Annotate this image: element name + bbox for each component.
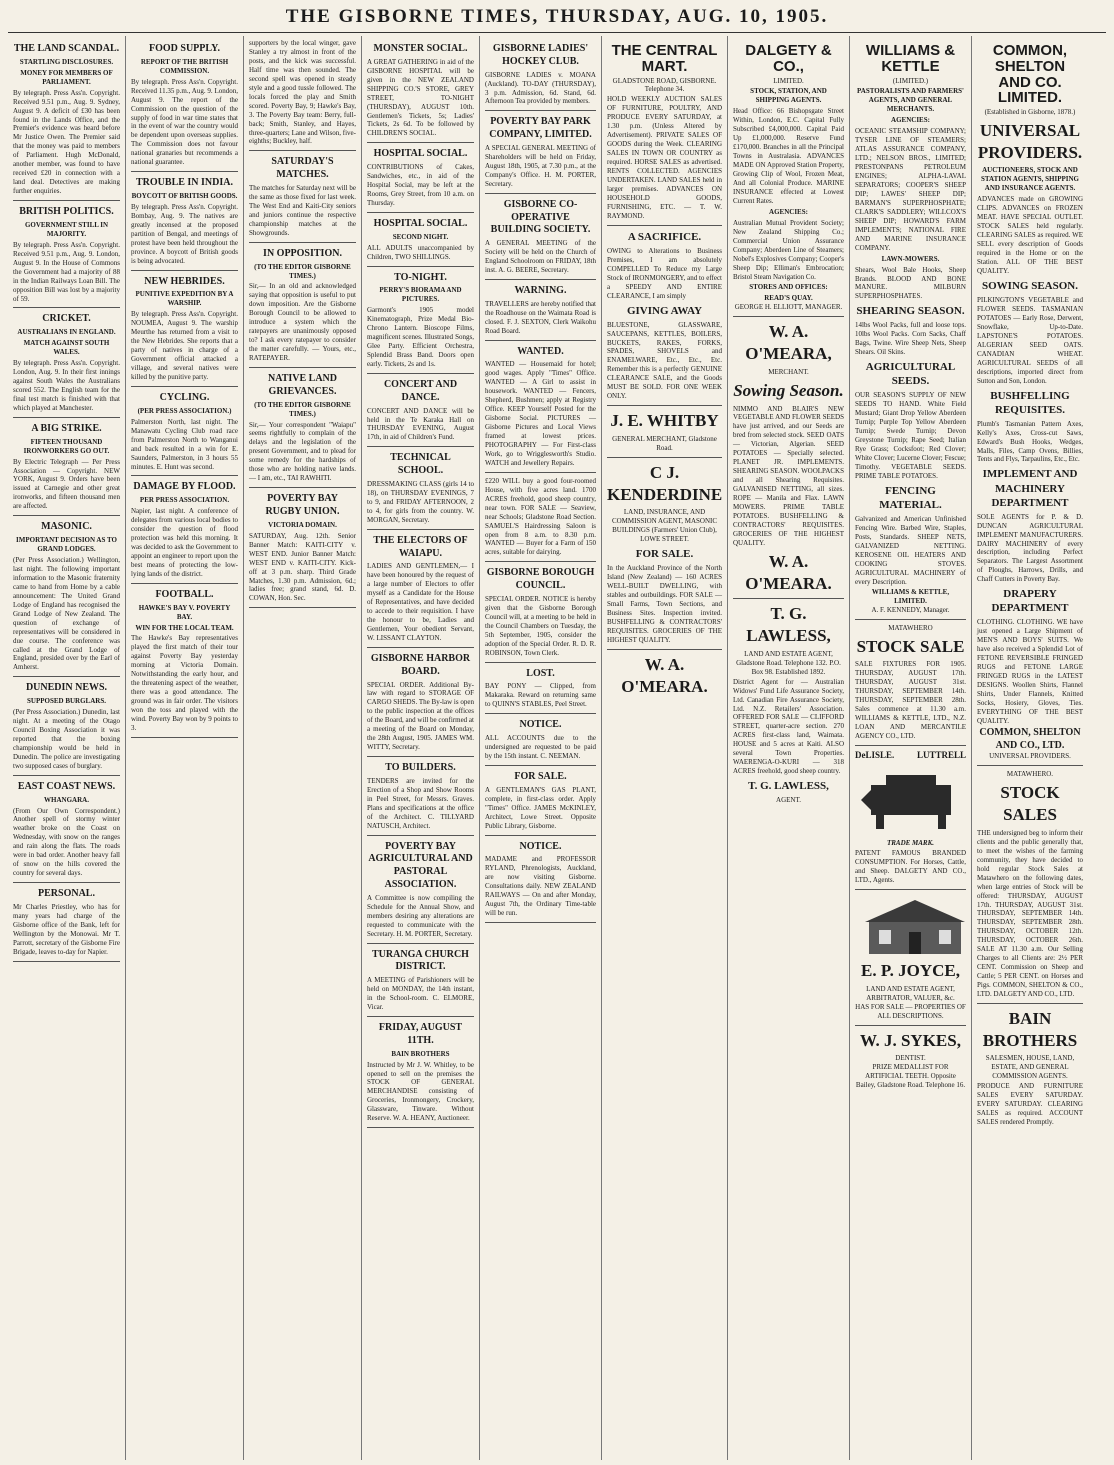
for-sale-body: In the Auckland Province of the North Island (New Zealand) — 160 ACRES WELL-BUILT DWELLING, with stables and outbuildings. FOR SALE — Small Farms, Town Sections, and Business Sites. Inspection invited. BUSHFELLING & CONTRACTORS' REQUISITES. GROCERIES OF THE HIGHEST QUALITY. [607,564,722,644]
stock-sale-heading: STOCK SALE [856,636,965,656]
article-subheading: PERRY'S BIORAMA AND PICTURES. [379,286,462,304]
article-subheading: PER PRESS ASSOCIATION. [139,496,230,505]
article-heading: CRICKET. [42,313,91,325]
article-body: Sir,— In an old and acknowledged saying that opposition is useful to put down imposition. Are the Gisborne Borough Council to be allowed to introduce a system which the ratepayers are unanimously opposed to? I ask every ratepayer to consider the matter carefully. — Yours, etc., RATEPAYER. [249,282,356,363]
divider [485,561,596,562]
article-body: CONTRIBUTIONS of Cakes, Sandwiches, etc., in aid of the Hospital Social, may be left at the Rooms, Grey Street, from 10 a.m. on Thursday. [367,163,474,207]
article-heading: GISBORNE HARBOR BOARD. [370,652,471,677]
article-heading: FRIDAY, AUGUST 11TH. [378,1022,463,1046]
column-7 [728,36,850,1460]
article-subheading: AUSTRALIANS IN ENGLAND. [17,328,116,337]
omeara-merchant-sub: MERCHANT. [768,367,809,376]
article-heading: MASONIC. [41,521,92,533]
article-body: A MEETING of Parishioners will be held on MONDAY, the 14th instant, in the School-room. C. ELMORE, Vicar. [367,976,474,1012]
bushfelling-heading: BUSHFELLING REQUISITES. [990,389,1070,416]
article-heading: GISBORNE CO-OPERATIVE BUILDING SOCIETY. [490,198,591,236]
delisle-label: DeLISLE. [855,749,895,760]
divider [249,242,356,243]
article-subheading: PUNITIVE EXPEDITION BY A WARSHIP. [135,290,234,308]
bushfelling-body: Plumb's Tasmanian Pattern Axes, Kelly's Axes, Cross-cut Saws, Edward's Bush Hooks, Wedges, Malls, Files, Camp Ovens, Billies, Tents and Flys, Tarpaulins, Etc., Etc. [977,419,1083,464]
article-body: By telegraph. Press Ass'n. Copyright. Received 11.35 p.m., Aug. 9. London, August 9. The report of the Commission on the question of the supply of food in war time states that in the event of war the country would be dependent upon overseas supplies. The Commission does not favour national granaries but recommends a national guarantee. [131,77,238,167]
divider [249,150,356,151]
article-heading: PERSONAL. [38,888,95,900]
divider [367,943,474,944]
trade-mark-label: TRADE MARK. [886,839,935,848]
divider [977,765,1083,766]
divider [485,713,596,714]
divider [733,316,844,317]
omeara-name: W. A. O'MEARA. [621,654,708,696]
giving-away-heading: GIVING AWAY [626,304,703,317]
lawless-agent: AGENT. [776,796,801,805]
sykes-sub: DENTIST. [895,1054,926,1063]
lawn-mowers-body: Shears, Wool Bale Hooks, Sheep Brands. BLOOD AND BONE MANURE. MILBURN SUPERPHOSPHATES. [855,265,966,301]
sykes-body: PRIZE MEDALLIST FOR ARTIFICIAL TEETH. Opposite Bailey, Gladstone Road. Telephone 16. [855,1063,966,1090]
divider [367,266,474,267]
bain-brothers-body: PRODUCE AND FURNITURE SALES EVERY SATURDAY. EVERY SATURDAY. CLEARING SALES as required. ACCOUNT SALES rendered Promptly. [977,1082,1083,1127]
article-body: A GENTLEMAN'S GAS PLANT, complete, in first-class order. Apply "Times" Office. JAMES McKINLEY, Architect, Lowe Street. Opposite Public Library, Gisborne. [485,785,596,830]
article-subheading: SUPPOSED BURGLARS. [27,697,106,706]
dalgety-agencies: Australian Mutual Provident Society; New Zealand Shipping Co.; Commercial Union Assurance Company; Aberdeen Line of Steamers; Nobel's Explosives Company; Cooper's Sheep Dip; Elliman's Embrocation; Bristol Steam Navigation Co. [733,218,844,281]
trade-mark-illustration [856,765,966,835]
article-body: Instructed by Mr J. W. Whitley, to be opened to sell on the premises the STOCK OF GENERAL MERCHANDISE consisting of Groceries, Ironmongery, Crockery, Glassware, Tinware. Without Reserve. W. A. HEANY, Auctioneer. [367,1060,474,1123]
article-heading: THE LAND SCANDAL. [13,43,120,54]
for-sale-heading: FOR SALE. [635,548,694,561]
article-subheading: MATCH AGAINST SOUTH WALES. [23,339,110,357]
common-shelton-title: COMMON, SHELTON AND CO. LIMITED. [992,42,1068,107]
divider [13,775,120,776]
article-body: Palmerston North, last night. The Manawatu Cycling Club road race from Palmerston North to Wanganui and back resulted in a win for E. Saunders, Palmerston, in 3 hours 55 minutes. E. Hunt was second. [131,417,238,471]
williams-kettle-manager: A. F. KENNEDY, Manager. [871,605,950,614]
article-body: TENDERS are invited for the Erection of a Shop and Show Rooms in Peel Street, for Messrs. Graves. Plans and specifications at the office of the Architect. C. TILLYARD NATUSCH, Architect. [367,776,474,830]
williams-kettle-limited: (LIMITED.) [892,76,929,85]
common-shelton-body: ADVANCES made on GROWING CLIPS. ADVANCES on FROZEN MEAT. HAVE SPECIAL OUTLET. STOCK SALES held regularly. CLEARING SALES as required. WE SELL every description of Goods required in the Home or on the Station. ALL OF THE BEST QUALITY. [977,195,1083,275]
kenderdine-name: C J. KENDERDINE [607,462,723,504]
drapery-heading: DRAPERY DEPARTMENT [991,588,1069,615]
article-heading: HOSPITAL SOCIAL. [373,217,468,229]
article-heading: TROUBLE IN INDIA. [136,177,233,189]
column-1 [8,36,126,1460]
article-subheading: (TO THE EDITOR GISBORNE TIMES.) [254,400,351,418]
article-body: LADIES AND GENTLEMEN,— I have been honoured by the request of a large number of Electors to offer myself as a Candidate for the House of Representatives, and have decided to accede to their requisition. I have the honour to be, Ladies and Gentlemen, Your obedient Servant, W. LISSANT CLAYTON. [367,562,474,642]
williams-kettle-firm: WILLIAMS & KETTLE, LIMITED. [871,587,950,605]
divider [367,1016,474,1017]
article-subheading: FIFTEEN THOUSAND IRONWORKERS GO OUT. [23,437,110,455]
divider [367,835,474,836]
article-heading: CYCLING. [159,391,210,403]
divider [485,835,596,836]
article-body: DRESSMAKING CLASS (girls 14 to 18), on THURSDAY EVENINGS, 7 to 9, and FRIDAY AFTERNOON, 2 to 4, for girls from the country. W. MORGAN, Secretary. [367,479,474,524]
sacrifice-body: OWING to Alterations to Business Premises, I am absolutely COMPELLED To Reduce my Large Stock of IRONMONGERY, and to effect a SPEEDY AND ENTIRE CLEARANCE, I am simply [607,246,722,300]
divider [607,457,722,458]
dalgety-manager: GEORGE H. ELLIOTT, MANAGER. [734,303,843,312]
article-body: By telegraph. Press Ass'n. Copyright. Bombay, Aug. 9. The natives are greatly incensed at the proposed partition of Bengal, and meetings of protest have been held throughout the province. A boycott of British goods is being advocated. [131,202,238,265]
article-heading: LOST. [526,667,555,679]
lawn-mowers-heading: LAWN-MOWERS. [881,254,940,263]
divider [367,647,474,648]
divider [485,922,596,923]
article-body: (Per Press Association.) Dunedin, last night. At a meeting of the Otago Council Boxing Association it was reported that the boxing championship would be held in Dunedin. The police are investigating two supposed cases of burglary. [13,708,120,770]
lawless-sub: LAND AND ESTATE AGENT, Gladstone Road. Telephone 132. P.O. Box 98. Established 1892. [736,649,841,676]
article-heading: POVERTY BAY AGRICULTURAL AND PASTORAL ASSOCIATION. [368,840,473,891]
article-body: SPECIAL ORDER. Additional By-law with regard to STORAGE OF CARGO SHEDS. The By-law is open to the public inspection at the offices of the Board, and will be confirmed at a meeting of the Board on Monday, the 28th August, 1905. JAMES WM. WITTY, Secretary. [367,680,474,752]
article-heading: GISBORNE BOROUGH COUNCIL. [486,567,595,592]
divider [607,405,722,406]
shearing-season-body: 14lbs Wool Packs, full and loose tops. 10lbs Wool Packs. Corn Sacks, Chaff Bags, Twine. Wire Sheep Nets, Sheep Shears. Oil Skins. [855,321,966,357]
divider [131,386,238,387]
dalgety-body: Head Office: 66 Bishopsgate Street Within, London, E.C. Capital Fully Subscribed £4,000,000. Capital Paid Up £1,000,000. Reserve Fund £170,000. Branches in all the Principal Towns in Australasia. ADVANCES MADE ON Approved Station Property, Growing Clip of Wool, Frozen Meat, And all Colonial Produce. MARINE INSURANCE effected at Lowest Current Rates. [733,107,844,205]
article-subheading: BAIN BROTHERS [391,1049,450,1058]
article-body: SPECIAL ORDER. NOTICE is hereby given that the Gisborne Borough Council will, at a meeting to be held in the Council Chambers on Tuesday, the 5th September, 1905, consider the adoption of the Special Order. R. D. R. ROBINSON, Town Clerk. [485,594,596,657]
article-heading: DAMAGE BY FLOOD. [133,481,236,493]
article-body: Garmont's 1905 model Kinematograph, Prize Medal Bio-Chrono Lantern. Bioscope Films, magnificent scenes. Illustrated Songs, Glee Party. Efficient Orchestra, Splendid Brass Band. Doors open early. Tickets, 2s and 1s. [367,306,474,369]
article-body: TRAVELLERS are hereby notified that the Roadhouse on the Waimata Road is closed. F. J. SEXTON, Clerk Waikohu Road Board. [485,299,596,335]
article-heading: GISBORNE LADIES' HOCKEY CLUB. [492,43,589,67]
kenderdine-sub: LAND, INSURANCE, AND COMMISSION AGENT, MASONIC BUILDINGS (Farmers' Union Club), LOWE STREET. [611,508,718,544]
giving-away-body: BLUESTONE, GLASSWARE, SAUCEPANS, KETTLES, BOILERS, BUCKETS, RAKES, FORKS, SPADES, SHOVELS and ENAMELWARE, Etc., Etc., Etc. Remember this is a perfectly GENUINE CLEARANCE SALE, and the Goods MUST BE SOLD. FOR ONE WEEK ONLY. [607,320,722,401]
article-heading: POVERTY BAY RUGBY UNION. [265,493,340,517]
article-body: £220 WILL buy a good four-roomed House, with five acres land. 1700 ACRES freehold, good sheep country, near town. FOR SALE — Seaview, near Schools; Gladstone Road Section. SAMUEL'S Hairdressing Saloon is open from 8 a.m. to 8.30 p.m. WANTED — Buyer for a Farm of 150 acres, suitable for dairying. [485,476,596,557]
divider [13,200,120,201]
sowing-season-body: NIMMO AND BLAIR'S NEW VEGETABLE AND FLOWER SEEDS have just arrived, and our Seeds are bred from selected stock. SEED OATS — Victorian, Algerian. SEED POTATOES — Specially selected. PLANET JR. IMPLEMENTS. SHEARING SEASON. WOOLPACKS and all Shearing Requisites. GALVANISED NETTING, all sizes. ROPE — Manila and Flax. LAWN MOWERS. PRIME TABLE POTATOES. BUSHFELLING & CONTRACTORS' REQUISITES. GROCERIES OF THE HIGHEST QUALITY. [733,404,844,547]
divider [855,1025,966,1026]
article-subheading: GOVERNMENT STILL IN MAJORITY. [24,220,109,238]
article-subheading: MONEY FOR MEMBERS OF PARLIAMENT. [20,68,113,86]
bain-brothers-name: BAIN BROTHERS [982,1008,1078,1050]
central-mart-phone: Telephone 34. [644,85,685,94]
dalgety-agencies-heading: AGENCIES: [769,207,808,216]
divider [367,529,474,530]
shearing-season-heading: SHEARING SEASON. [856,305,965,318]
divider [485,472,596,473]
article-heading: DUNEDIN NEWS. [25,682,108,694]
stock-sales-body: THE undersigned beg to inform their clients and the public generally that, to meet the wishes of the farming community, they have decided to hold regular Stock Sales at Matawhero on the following dates, when large entries of Stock will be offered: THURSDAY, AUGUST 17th. THURSDAY, AUGUST 31st. THURSDAY, SEPTEMBER 14th. THURSDAY, SEPTEMBER 28th. THURSDAY, OCTOBER 12th. THURSDAY, OCTOBER 26th. SALE AT 11.30 a.m. Our Selling Charges to all Clients are: 2½ PER CENT. Commission on Sheep and Cattle; 5 PER CENT. on Horses and Pigs. COMMON, SHELTON & CO., LTD. DALGETY AND CO., LTD. [977,828,1083,999]
column-6 [602,36,728,1460]
divider [855,889,966,890]
sowing-season-body-2: PILKINGTON'S VEGETABLE and FLOWER SEEDS. TASMANIAN POTATOES — Early Rose, Derwent, Snowflake, Up-to-Date. LAPSTONE'S POTATOES. ALGERIAN SEED OATS. CANADIAN WHEAT. AGRICULTURAL SEEDS of all descriptions, imported direct from Sutton and Son, London. [977,295,1083,385]
divider [249,367,356,368]
article-heading: FOR SALE. [514,770,567,782]
divider [977,1003,1083,1004]
column-4 [362,36,480,1460]
divider [607,225,722,226]
agricultural-seeds-heading: AGRICULTURAL SEEDS. [865,361,956,388]
divider [367,142,474,143]
divider [131,583,238,584]
dalgety-limited: LIMITED. [773,76,804,85]
article-body: The Hawke's Bay representatives played the first match of their tour against Poverty Bay yesterday morning at Victoria Domain. Notwithstanding the early hour, and the threatening aspect of the weather, there was a good attendance. The ground was in fair order. The visitors won the toss and played with the wind. Poverty Bay won by 9 points to 3. [131,634,238,733]
williams-kettle-sub: PASTORALISTS AND FARMERS' AGENTS, AND GENERAL MERCHANTS. [857,87,964,114]
agencies-heading: AGENCIES: [891,116,930,125]
agencies-body: OCEANIC STEAMSHIP COMPANY; TYSER LINE OF STEAMERS; ATLAS ASSURANCE COMPANY, LTD.; NELSON BROS., LIMITED; PRESTONPANS PETROLEUM ENGINES; ALPHA-LAVAL SEPARATORS; COOPER'S SHEEP DIP; LAWES' SHEEP DIP; BARMAN'S SUPERPHOSPHATE; CLARK'S SADDLERY; WILLCOX'S SHEEP DIP; HOWARD'S FARM IMPLEMENTS; NATIONAL FIRE AND MARINE INSURANCE COMPANY. [855,127,966,252]
columns [8,36,1108,1460]
article-heading: THE ELECTORS OF WAIAPU. [373,534,468,559]
central-mart-address: GLADSTONE ROAD, GISBORNE. [612,76,717,85]
whitby-sub: GENERAL MERCHANT, Gladstone Road. [612,434,717,452]
divider [607,649,722,650]
column-5 [480,36,602,1460]
article-subheading: (TO THE EDITOR GISBORNE TIMES.) [254,262,351,280]
article-body: WANTED — Housemaid for hotel; good wages. Apply "Times" Office. WANTED — A Girl to assist in housework. WANTED — Fencers, Shepherd, Bushmen; apply at Registry Office. KEEP Yourself Posted for the Gisborne Social. PICTURES — Gisborne Pictures and Local Views framed at lowest prices. PHOTOGRAPHY — For First-class Work, go to Wrigglesworth's Studio. WATCH and Jewellery Repairs. [485,360,596,467]
matawhero-label-2: MATAWHERO. [1006,770,1054,779]
divider [367,212,474,213]
luttrell-label: LUTTRELL [916,749,966,760]
divider [13,417,120,418]
article-heading: FOOTBALL. [155,588,214,600]
article-heading: TO-NIGHT. [394,271,447,283]
joyce-sub: LAND AND ESTATE AGENT, ARBITRATOR, VALUER, &c. [866,984,955,1002]
whitby-name: J. E. WHITBY [610,411,719,431]
divider [131,737,238,738]
central-mart-body: HOLD WEEKLY AUCTION SALES OF FURNITURE, POULTRY, AND PRODUCE EVERY SATURDAY, at 1.30 p.m. (Unless Altered by Advertisement). PRIVATE SALES OF GOODS during the Week. CLEARING SALES IN TOWN OR COUNTRY as required. HORSE SALES as advertised. RENTS COLLECTED. AGENCIES UNDERTAKEN. LAND SALES held in larger premises. ADVANCES ON HOUSEHOLD GOODS, FURNISHING, ETC. — T. W. RAYMOND. [607,95,722,220]
article-heading: TO BUILDERS. [385,762,456,774]
omeara-name-2: W. A. O'MEARA. [745,551,832,593]
column-3 [244,36,362,1460]
article-body: A SPECIAL GENERAL MEETING of Shareholders will be held on Friday, August 18th, 1905, at 7.30 p.m., at the Company's Office. H. M. PORTER, Secretary. [485,144,596,188]
divider [485,340,596,341]
omeara-merchant-name: W. A. O'MEARA, [745,322,832,364]
fencing-heading: FENCING MATERIAL. [879,484,942,512]
article-heading: CONCERT AND DANCE. [383,378,458,403]
article-heading: TECHNICAL SCHOOL. [390,452,451,477]
divider [13,961,120,962]
article-body: ALL ADULTS unaccompanied by Children, TWO SHILLINGS. [367,243,474,261]
article-body: A GREAT GATHERING in aid of the GISBORNE HOSPITAL will be given in the NEW ZEALAND SHIPPING CO.'S STORE, GREY STREET, TO-NIGHT (THURSDAY), AUGUST 10th. Gentlemen's Tickets, 5s; Ladies' Tickets, 2s 6d. To be followed by CHILDREN'S SOCIAL. [367,57,474,138]
article-body: Mr Charles Priestley, who has for many years had charge of the Gisborne office of the Bank, left for Wellington by the Monowai. Mr T. Parrott, secretary of the Gisborne Fire Brigade, leaves to-day for Napier. [13,902,120,956]
matawhero-label: MATAWHERO [888,623,933,632]
masthead-rule [8,32,1106,33]
divider [485,193,596,194]
implement-heading: IMPLEMENT AND MACHINERY DEPARTMENT [982,468,1078,509]
divider [733,598,844,599]
divider [249,607,356,608]
article-body: By telegraph. Press Ass'n. Copyright. London, Aug. 9. In their first innings against South Wales the Australians scored 552. The English team for the final test match is finished with that which played at Manchester. [13,359,120,412]
dalgety-stores-heading: STORES AND OFFICES: [749,283,828,292]
building-icon [855,894,972,956]
article-subheading: (PER PRESS ASSOCIATION.) [137,406,232,415]
common-shelton-sub: AUCTIONEERS, STOCK AND STATION AGENTS, SHIPPING AND INSURANCE AGENTS. [981,166,1079,193]
joyce-body: HAS FOR SALE — PROPERTIES OF ALL DESCRIPTIONS. [855,1002,966,1020]
article-heading: NATIVE LAND GRIEVANCES. [268,373,337,397]
divider [13,882,120,883]
divider [855,619,966,620]
implement-body: SOLE AGENTS for P. & D. DUNCAN AGRICULTURAL IMPLEMENT MANUFACTURERS. DAIRY MACHINERY of every description, including Perfect Separators. The Largest Assortment of Ploughs, Harrows, Drills, and Chaff Cutters in Poverty Bay. [977,512,1083,584]
article-heading: NEW HEBRIDES. [144,275,225,287]
article-heading: NOTICE. [519,840,562,852]
dalgety-address: READ'S QUAY. [764,294,813,303]
article-body: MADAME and PROFESSOR RYLAND, Phrenologists, Auckland, are now visiting Gisborne. Consultations daily. NEW ZEALAND RAILWAYS — On and after Monday, August 7th, the Ordinary Time-table will be run. [485,855,596,918]
article-heading: MONSTER SOCIAL. [373,43,468,54]
lawless-body: District Agent for — Australian Widows' Fund Life Assurance Society, Ltd. Canadian Fire Assurance Society, Ltd. N.Z. Retailers' Association. OFFERED FOR SALE — CLIFFORD STREET, quarter-acre section. 270 ACRES first-class land, Waimata. HOUSE and 5 acres at Kaiti. ALSO several Town Properties. WAERENGA-O-KURI — 318 ACRES freehold, good sheep country. [733,677,844,776]
common-shelton-firm-sub: UNIVERSAL PROVIDERS. [989,752,1071,761]
sacrifice-heading: A SACRIFICE. [627,230,702,243]
column-8 [850,36,972,1460]
article-heading: SATURDAY'S MATCHES. [271,156,334,181]
article-heading: BRITISH POLITICS. [19,206,114,218]
divider [855,745,966,746]
dalgety-sub: STOCK, STATION, AND SHIPPING AGENTS. [750,87,827,105]
divider [367,373,474,374]
article-body: A GENERAL MEETING of the Society will be held on the Church of England Schoolroom on FRIDAY, 18th inst. A. G. BEERE, Secretary. [485,239,596,275]
williams-kettle-title: WILLIAMS & KETTLE [865,42,956,75]
dalgety-title: DALGETY & CO., [745,42,832,75]
article-body: By Electric Telegraph — Per Press Association — Copyright. NEW YORK, August 9. Orders have been issued at Carnegie and other great ironworks, and fifteen thousand men are affected. [13,457,120,511]
column-9 [972,36,1088,1460]
article-subheading: HAWKE'S BAY V. POVERTY BAY. [138,603,231,621]
drapery-body: CLOTHING. CLOTHING. WE have just opened a Large Shipment of MEN'S AND BOYS' SUITS. We have also received a Splendid Lot of FETONE REVERSIBLE FRINGED RUGS and FETONE LARGE FRINGED RUGS in the LATEST DESIGNS. Woollen Shirts, Flannel Shirts, Under Flannels, Knitted Socks, Hosiery, Gloves, Ties. EVERYTHING OF THE BEST QUALITY. [977,618,1083,725]
divider [13,307,120,308]
article-heading: WANTED. [517,345,564,357]
divider [13,515,120,516]
bain-brothers-sub: SALESMEN, HOUSE, LAND, ESTATE, AND GENERAL COMMISSION AGENTS. [985,1054,1075,1081]
article-body: (Per Press Association.) Wellington, last night. The following important information to the Masonic fraternity came to hand from Home by a cable announcement: The United Grand Lodge of England has recognised the Grand Lodge of New Zealand. The question of exchange of representatives will be considered in due course. The conference was called at the Grand Lodge of England, presided over by the Earl of Amherst. [13,555,120,672]
article-heading: A BIG STRIKE. [31,422,102,434]
article-heading: TURANGA CHURCH DISTRICT. [372,948,469,973]
divider [131,171,238,172]
article-subheading: SECOND NIGHT. [392,232,449,241]
article-heading: WARNING. [514,284,567,296]
divider [131,270,238,271]
joyce-name: E. P. JOYCE, [860,961,961,981]
divider [367,756,474,757]
article-subheading: IMPORTANT DECISION AS TO GRAND LODGES. [16,536,117,554]
column-2 [126,36,244,1460]
divider [485,765,596,766]
article-heading: IN OPPOSITION. [263,247,342,259]
article-body: A Committee is now compiling the Schedule for the Annual Show, and members desiring any alterations are requested to communicate with the Secretary. H. M. PORTER, Secretary. [367,893,474,938]
lawless-name: T. G. LAWLESS, [746,604,831,646]
article-body: Napier, last night. A conference of delegates from various local bodies to consider the question of flood protection was held this morning. It was decided to ask the Government to appoint an engineer to report upon the best means of protecting the low-lying lands of the district. [131,507,238,578]
sowing-season-heading: Sowing Season. [733,380,844,400]
article-subheading: WHANGARA. [44,795,89,804]
article-body: SATURDAY, Aug. 12th. Senior Banner Match: KAITI-CITY v. WEST END. Junior Banner Match: WEST END v. KAITI-CITY. Kick-off at 3 p.m. sharp. Third Grade Matches, 1.30 p.m. Admission, 6d.; ladies free; grand stand, 6d. D. COWAN, Hon. Sec. [249,531,356,603]
article-body: Sir,— Your correspondent "Waiapu" seems rightfully to complain of the delays and the legislation of the present Government, and to plead for some remedy for the hardships of those who are holding native lands. — I am, etc., TAI RAWHITI. [249,420,356,483]
article-body: By telegraph. Press Ass'n. Copyright. Received 9.51 p.m., Aug. 9. Sydney, August 9. A deficit of £30 has been found in the Lands Office, and the Premier's evidence was heard before Mr Justice Owen. The Premier said that the money was paid to members of Parliament. Hugh McDonald, another member, was found to have received £20 in connection with a land deal. Detectives are making further enquiries. [13,88,120,196]
article-heading: POVERTY BAY PARK COMPANY, LIMITED. [489,116,592,141]
article-body: BAY PONY — Clipped, from Makaraka. Reward on returning same to QUINN'S STABLES, Peel Street. [485,682,596,709]
divider [131,475,238,476]
article-heading: HOSPITAL SOCIAL. [373,148,468,160]
article-subheading: WIN FOR THE LOCAL TEAM. [135,623,234,632]
building-illustration [855,894,972,956]
article-subheading: VICTORIA DOMAIN. [268,520,337,529]
divider [485,110,596,111]
lawless-name-2: T. G. LAWLESS, [748,780,829,793]
article-body: ALL ACCOUNTS due to the undersigned are requested to be paid by the 15th instant. C. NEEMAN. [485,734,596,761]
masthead: THE GISBORNE TIMES, THURSDAY, AUG. 10, 1905. [285,6,829,27]
divider [13,676,120,677]
trade-mark-icon [856,765,966,835]
divider [367,446,474,447]
central-mart-title: THE CENTRAL MART. [611,42,718,75]
agricultural-seeds-body: OUR SEASON'S SUPPLY OF NEW SEEDS TO HAND. White Field Mustard; Giant Drop Yellow Aberdeen Turnip; Purple Top Yellow Aberdeen Turnip; Swede Turnip; Devon Greystone Turnip; Rape Seed; Italian Rye Grass; Cocksfoot; Red Clover; White Clover; Lucerne Clover; Fescue; Timothy. VEGETABLE SEEDS. PRIME TABLE POTATOES. [855,391,966,480]
universal-providers-heading: UNIVERSAL PROVIDERS. [977,120,1083,162]
article-body: CONCERT AND DANCE will be held in the Te Karaka Hall on THURSDAY EVENING, August 17th, in aid of Children's Fund. [367,406,474,442]
article-body: By telegraph. Press Ass'n. Copyright. Received 9.51 p.m., Aug. 9. London, August 9. In the House of Commons the Government had a majority of 88 in the Indian Railways Loan Bill. The opposition Bill was lost by a majority of 59. [13,240,120,303]
divider [485,279,596,280]
sowing-season-heading-2: SOWING SEASON. [982,279,1078,292]
article-body: (From Our Own Correspondent.) Another spell of stormy winter weather broke on the Coast on Wednesday, with snow on the ranges and rain along the flats. The roads were in bad order. Another heavy fall of snow on the hills covered the country for several days. [13,806,120,878]
divider [367,1127,474,1128]
common-shelton-established: (Established in Gisborne, 1878.) [984,108,1076,116]
divider [249,487,356,488]
article-body: GISBORNE LADIES v. MOANA (Auckland). TO-DAY (THURSDAY), 3 p.m. Admission, 6d. Stand, 6d. Afternoon Tea provided by members. [485,70,596,106]
article-heading: FOOD SUPPLY. [149,43,220,54]
article-body: supporters by the local winger, gave Stanley a try almost in front of the posts, and the kick was successful. Half time was then sounded. The second spell was opened in steady style and a good tussle followed. The locals forced the play and Smith scored. Poverty Bay, 9; Hawke's Bay, 3. The Poverty Bay team: Berry, full-back; Smith, Stanley, and Hayes, three-quarters; Lane and Wilson, five-eighths; Buckley, half. [249,39,356,146]
divider [485,662,596,663]
common-shelton-firm: COMMON, SHELTON AND CO., LTD. [979,726,1081,751]
trade-mark-names [855,750,966,762]
article-subheading: REPORT OF THE BRITISH COMMISSION. [140,57,229,75]
article-subheading: STARTLING DISCLOSURES. [19,57,114,66]
article-subheading: BOYCOTT OF BRITISH GOODS. [131,192,238,201]
article-body: The matches for Saturday next will be the same as those fixed for last week. The West End and Kaiti-City seniors and juniors continue the respective championship matches at the Showgrounds. [249,184,356,237]
trade-mark-body: PATENT FAMOUS BRANDED CONSUMPTION. For Horses, Cattle, and Sheep. DALGETY AND CO., LTD., Agents. [855,849,966,885]
article-heading: EAST COAST NEWS. [17,780,116,792]
stock-sales-heading: STOCK SALES [1000,783,1060,825]
article-body: By telegraph. Press Ass'n. Copyright. NOUMEA, August 9. The warship Meurthe has returned from a visit to the New Hebrides. She reports that a party of natives in charge of a Government official attacked a village, and several natives were killed by the punitive party. [131,310,238,382]
fencing-body: Galvanized and American Unfinished Fencing Wire. Barbed Wire, Staples, Posts, Standards. SHEEP NETS, GALVANIZED NETTING. KEROSENE OIL HEATERS AND COOKING STOVES. AGRICULTURAL MACHINERY of every Description. [855,515,966,586]
stock-sale-body: SALE FIXTURES FOR 1905. THURSDAY, AUGUST 17th. THURSDAY, AUGUST 31st. THURSDAY, SEPTEMBER 14th. THURSDAY, SEPTEMBER 28th. Sales commence at 11.30 a.m. WILLIAMS & KETTLE, LTD., N.Z. LOAN AND MERCANTILE AGENCY CO., LTD. [855,660,966,740]
sykes-name: W. J. SYKES, [860,1030,961,1050]
article-heading: NOTICE. [519,719,562,731]
